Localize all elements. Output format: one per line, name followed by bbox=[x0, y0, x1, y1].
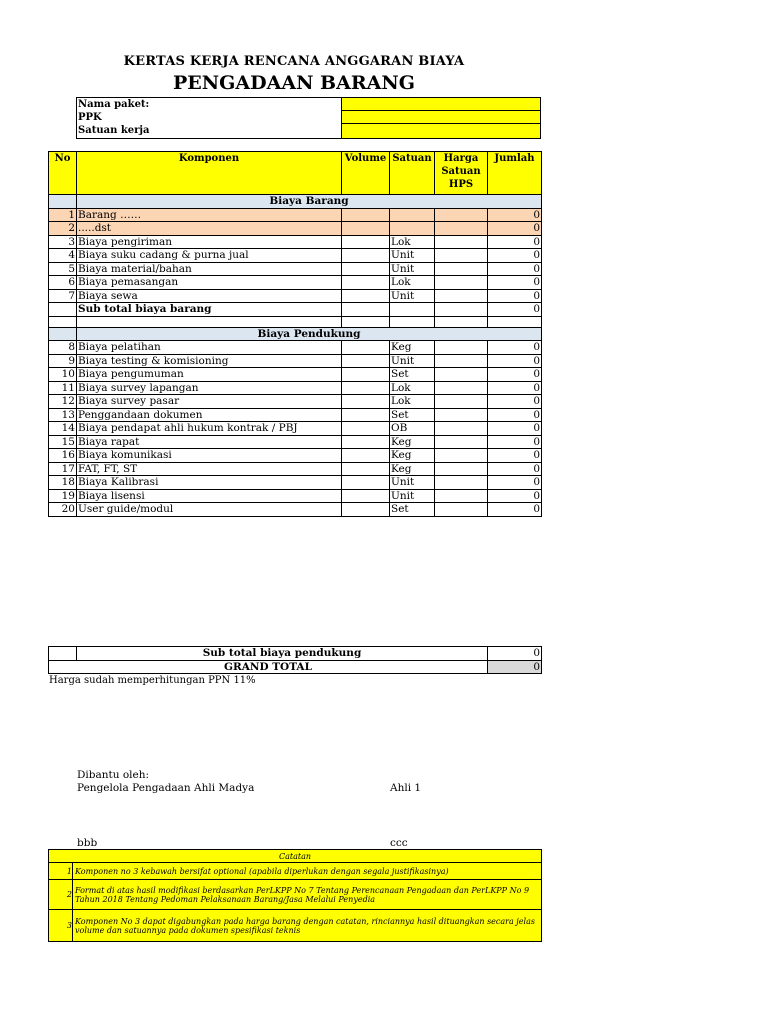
row-number: 20 bbox=[49, 503, 77, 517]
row-komponen: Biaya pengiriman bbox=[77, 235, 342, 249]
row-jumlah: 0 bbox=[488, 368, 542, 382]
row-harga[interactable] bbox=[435, 235, 488, 249]
row-satuan: Unit bbox=[390, 262, 435, 276]
table-row bbox=[49, 476, 542, 490]
row-satuan bbox=[390, 222, 435, 236]
header-harga: Harga Satuan HPS bbox=[435, 152, 488, 195]
row-volume[interactable] bbox=[342, 262, 390, 276]
blank-cell bbox=[49, 316, 77, 327]
row-number: 11 bbox=[49, 381, 77, 395]
subtotal-harga bbox=[435, 303, 488, 317]
row-volume[interactable] bbox=[342, 341, 390, 355]
section-biaya-barang bbox=[49, 195, 542, 209]
row-jumlah: 0 bbox=[488, 276, 542, 290]
subtotal-barang-row bbox=[49, 303, 542, 317]
section-no-cell bbox=[49, 195, 77, 209]
row-volume[interactable] bbox=[342, 476, 390, 490]
header-satuan: Satuan bbox=[390, 152, 435, 195]
section-no-cell bbox=[49, 327, 77, 341]
table-row bbox=[49, 408, 542, 422]
subtotal-pendukung-row bbox=[49, 647, 542, 661]
row-volume[interactable] bbox=[342, 235, 390, 249]
table-row bbox=[49, 462, 542, 476]
catatan-text: Format di atas hasil modifikasi berdasarkan PerLKPP No 7 Tentang Perencanaan Pengadaan dan PerLKPP No 9 Tahun 2018 Tentang Pedoman Pelaksanaan Barang/Jasa Melalui Penyedia bbox=[73, 880, 542, 910]
row-harga[interactable] bbox=[435, 503, 488, 517]
row-harga[interactable] bbox=[435, 249, 488, 263]
table-header-row bbox=[49, 152, 542, 195]
row-number: 1 bbox=[49, 208, 77, 222]
subtotal-pendukung-value[interactable]: 0 bbox=[488, 647, 542, 661]
dibantu-label: Dibantu oleh: bbox=[77, 769, 150, 781]
row-volume[interactable] bbox=[342, 222, 390, 236]
left-name: bbb bbox=[77, 837, 98, 849]
totals-table bbox=[48, 646, 542, 674]
subtotal-barang-label: Sub total biaya barang bbox=[77, 303, 342, 317]
row-komponen: .....dst bbox=[77, 222, 342, 236]
row-jumlah: 0 bbox=[488, 422, 542, 436]
row-satuan: Lok bbox=[390, 395, 435, 409]
row-harga[interactable] bbox=[435, 289, 488, 303]
row-komponen: Biaya rapat bbox=[77, 435, 342, 449]
row-jumlah: 0 bbox=[488, 489, 542, 503]
row-harga[interactable] bbox=[435, 368, 488, 382]
satuan-kerja-label: Satuan kerja bbox=[78, 125, 150, 136]
table-row bbox=[49, 289, 542, 303]
row-harga[interactable] bbox=[435, 222, 488, 236]
nama-paket-label: Nama paket: bbox=[78, 99, 150, 110]
table-row bbox=[49, 222, 542, 236]
row-satuan: Keg bbox=[390, 435, 435, 449]
catatan-no: 1 bbox=[49, 863, 73, 880]
row-satuan bbox=[390, 208, 435, 222]
subtotal-volume bbox=[342, 303, 390, 317]
row-number: 15 bbox=[49, 435, 77, 449]
row-satuan: Lok bbox=[390, 276, 435, 290]
row-volume[interactable] bbox=[342, 395, 390, 409]
row-satuan: Lok bbox=[390, 381, 435, 395]
table-row bbox=[49, 503, 542, 517]
section-label: Biaya Barang bbox=[77, 195, 542, 209]
row-komponen: Biaya pengumuman bbox=[77, 368, 342, 382]
row-satuan: Set bbox=[390, 503, 435, 517]
row-volume[interactable] bbox=[342, 408, 390, 422]
header-volume: Volume bbox=[342, 152, 390, 195]
section-label: Biaya Pendukung bbox=[77, 327, 542, 341]
blank-cell bbox=[390, 316, 435, 327]
grand-total-label: GRAND TOTAL bbox=[49, 660, 488, 674]
table-row bbox=[49, 249, 542, 263]
row-jumlah: 0 bbox=[488, 289, 542, 303]
row-jumlah: 0 bbox=[488, 395, 542, 409]
row-number: 10 bbox=[49, 368, 77, 382]
table-row bbox=[49, 354, 542, 368]
row-number: 8 bbox=[49, 341, 77, 355]
row-satuan: Set bbox=[390, 368, 435, 382]
row-satuan: Keg bbox=[390, 449, 435, 463]
row-jumlah: 0 bbox=[488, 435, 542, 449]
row-komponen: Biaya pelatihan bbox=[77, 341, 342, 355]
row-volume[interactable] bbox=[342, 289, 390, 303]
row-harga[interactable] bbox=[435, 449, 488, 463]
row-harga[interactable] bbox=[435, 208, 488, 222]
row-jumlah: 0 bbox=[488, 235, 542, 249]
row-satuan: Lok bbox=[390, 235, 435, 249]
blank-cell bbox=[435, 316, 488, 327]
subtotal-satuan bbox=[390, 303, 435, 317]
row-harga[interactable] bbox=[435, 408, 488, 422]
row-number: 4 bbox=[49, 249, 77, 263]
blank-cell bbox=[342, 316, 390, 327]
row-volume[interactable] bbox=[342, 354, 390, 368]
row-number: 3 bbox=[49, 235, 77, 249]
row-harga[interactable] bbox=[435, 341, 488, 355]
row-jumlah: 0 bbox=[488, 249, 542, 263]
row-satuan: Unit bbox=[390, 354, 435, 368]
row-komponen: Biaya material/bahan bbox=[77, 262, 342, 276]
row-komponen: Biaya Kalibrasi bbox=[77, 476, 342, 490]
blank-cell bbox=[77, 316, 342, 327]
row-komponen: Biaya lisensi bbox=[77, 489, 342, 503]
row-harga[interactable] bbox=[435, 262, 488, 276]
row-volume[interactable] bbox=[342, 462, 390, 476]
row-volume[interactable] bbox=[342, 422, 390, 436]
row-jumlah: 0 bbox=[488, 208, 542, 222]
row-harga[interactable] bbox=[435, 476, 488, 490]
grand-total-value[interactable]: 0 bbox=[488, 660, 542, 674]
row-number: 5 bbox=[49, 262, 77, 276]
row-harga[interactable] bbox=[435, 381, 488, 395]
grand-total-row bbox=[49, 660, 542, 674]
row-volume[interactable] bbox=[342, 249, 390, 263]
table-row bbox=[49, 395, 542, 409]
row-satuan: Set bbox=[390, 408, 435, 422]
row-komponen: FAT, FT, ST bbox=[77, 462, 342, 476]
row-number: 17 bbox=[49, 462, 77, 476]
row-volume[interactable] bbox=[342, 368, 390, 382]
row-komponen: Biaya survey lapangan bbox=[77, 381, 342, 395]
row-volume[interactable] bbox=[342, 503, 390, 517]
table-row bbox=[49, 262, 542, 276]
row-jumlah: 0 bbox=[488, 476, 542, 490]
table-row bbox=[49, 489, 542, 503]
row-jumlah: 0 bbox=[488, 462, 542, 476]
row-komponen: Barang …… bbox=[77, 208, 342, 222]
table-row bbox=[49, 341, 542, 355]
row-komponen: User guide/modul bbox=[77, 503, 342, 517]
nama-paket-field[interactable] bbox=[341, 98, 540, 111]
subtotal-pendukung-no bbox=[49, 647, 77, 661]
row-number: 2 bbox=[49, 222, 77, 236]
title-line2: PENGADAAN BARANG bbox=[173, 72, 415, 94]
catatan-table bbox=[48, 849, 542, 942]
row-jumlah: 0 bbox=[488, 449, 542, 463]
row-number: 12 bbox=[49, 395, 77, 409]
row-number: 6 bbox=[49, 276, 77, 290]
left-role: Pengelola Pengadaan Ahli Madya bbox=[77, 782, 255, 794]
row-number: 18 bbox=[49, 476, 77, 490]
row-number: 19 bbox=[49, 489, 77, 503]
row-harga[interactable] bbox=[435, 276, 488, 290]
row-harga[interactable] bbox=[435, 489, 488, 503]
row-volume[interactable] bbox=[342, 435, 390, 449]
catatan-no: 2 bbox=[49, 880, 73, 910]
catatan-row bbox=[49, 863, 542, 880]
row-jumlah: 0 bbox=[488, 262, 542, 276]
header-jumlah: Jumlah bbox=[488, 152, 542, 195]
row-jumlah: 0 bbox=[488, 341, 542, 355]
table-row bbox=[49, 368, 542, 382]
row-satuan: OB bbox=[390, 422, 435, 436]
row-harga[interactable] bbox=[435, 435, 488, 449]
catatan-row bbox=[49, 880, 542, 910]
row-harga[interactable] bbox=[435, 422, 488, 436]
row-komponen: Biaya survey pasar bbox=[77, 395, 342, 409]
blank-row bbox=[49, 316, 542, 327]
budget-table bbox=[48, 151, 542, 517]
table-row bbox=[49, 381, 542, 395]
table-row bbox=[49, 449, 542, 463]
catatan-text: Komponen no 3 kebawah bersifat optional (apabila diperlukan dengan segala justifikasinya) bbox=[73, 863, 542, 880]
table-row bbox=[49, 235, 542, 249]
row-satuan: Keg bbox=[390, 341, 435, 355]
row-number: 14 bbox=[49, 422, 77, 436]
row-number: 13 bbox=[49, 408, 77, 422]
row-satuan: Unit bbox=[390, 289, 435, 303]
catatan-no: 3 bbox=[49, 910, 73, 942]
document-subtitle bbox=[0, 72, 768, 94]
row-volume[interactable] bbox=[342, 381, 390, 395]
catatan-text: Komponen No 3 dapat digabungkan pada harga barang dengan catatan, rinciannya hasil dituangkan secara jelas volume dan satuannya pada dokumen spesifikasi teknis bbox=[73, 910, 542, 942]
row-komponen: Biaya komunikasi bbox=[77, 449, 342, 463]
subtotal-barang-value: 0 bbox=[488, 303, 542, 317]
title-line1: KERTAS KERJA RENCANA ANGGARAN BIAYA bbox=[123, 54, 465, 69]
catatan-header: Catatan bbox=[49, 850, 542, 863]
row-number: 9 bbox=[49, 354, 77, 368]
row-volume[interactable] bbox=[342, 276, 390, 290]
row-harga[interactable] bbox=[435, 462, 488, 476]
row-volume[interactable] bbox=[342, 489, 390, 503]
row-number: 16 bbox=[49, 449, 77, 463]
row-komponen: Biaya pemasangan bbox=[77, 276, 342, 290]
catatan-header-row bbox=[49, 850, 542, 863]
row-jumlah: 0 bbox=[488, 354, 542, 368]
subtotal-no bbox=[49, 303, 77, 317]
ppn-note: Harga sudah memperhitungan PPN 11% bbox=[49, 675, 256, 686]
subtotal-pendukung-label: Sub total biaya pendukung bbox=[77, 647, 488, 661]
ppk-field[interactable] bbox=[341, 111, 540, 124]
document-title bbox=[0, 54, 768, 69]
row-jumlah: 0 bbox=[488, 408, 542, 422]
info-block bbox=[76, 97, 541, 139]
row-satuan: Keg bbox=[390, 462, 435, 476]
row-komponen: Biaya suku cadang & purna jual bbox=[77, 249, 342, 263]
row-satuan: Unit bbox=[390, 476, 435, 490]
row-volume[interactable] bbox=[342, 449, 390, 463]
table-row bbox=[49, 276, 542, 290]
satuan-kerja-field[interactable] bbox=[341, 124, 540, 138]
row-komponen: Biaya testing & komisioning bbox=[77, 354, 342, 368]
row-jumlah: 0 bbox=[488, 222, 542, 236]
section-biaya-pendukung bbox=[49, 327, 542, 341]
table-row bbox=[49, 422, 542, 436]
header-no: No bbox=[49, 152, 77, 195]
row-komponen: Biaya pendapat ahli hukum kontrak / PBJ bbox=[77, 422, 342, 436]
ppk-label: PPK bbox=[78, 112, 102, 123]
right-name: ccc bbox=[390, 837, 408, 849]
right-role: Ahli 1 bbox=[390, 782, 422, 794]
row-satuan: Unit bbox=[390, 249, 435, 263]
table-row bbox=[49, 208, 542, 222]
row-harga[interactable] bbox=[435, 354, 488, 368]
blank-cell bbox=[488, 316, 542, 327]
row-volume[interactable] bbox=[342, 208, 390, 222]
row-number: 7 bbox=[49, 289, 77, 303]
header-komponen: Komponen bbox=[77, 152, 342, 195]
table-row bbox=[49, 435, 542, 449]
row-komponen: Penggandaan dokumen bbox=[77, 408, 342, 422]
row-satuan: Unit bbox=[390, 489, 435, 503]
row-harga[interactable] bbox=[435, 395, 488, 409]
row-komponen: Biaya sewa bbox=[77, 289, 342, 303]
row-jumlah: 0 bbox=[488, 381, 542, 395]
catatan-row bbox=[49, 910, 542, 942]
row-jumlah: 0 bbox=[488, 503, 542, 517]
